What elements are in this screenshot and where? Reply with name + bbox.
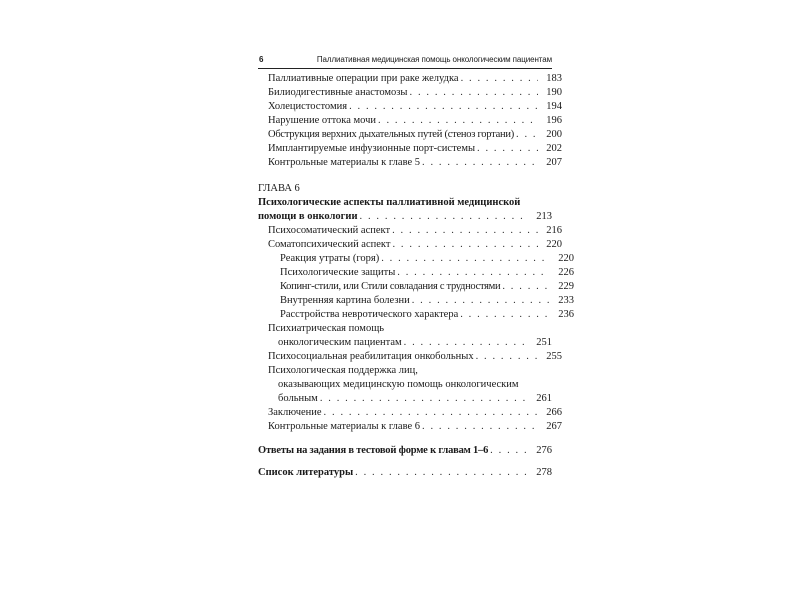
dot-leader — [320, 392, 528, 406]
toc-entry — [258, 420, 562, 434]
dot-leader — [410, 86, 539, 100]
toc-entry-page: 190 — [546, 87, 562, 98]
toc-entry-page: 196 — [546, 115, 562, 126]
toc-entry-label: Имплантируемые инфузионные порт-системы — [268, 143, 476, 154]
dot-leader — [360, 210, 528, 224]
dot-leader — [422, 156, 538, 170]
toc-entry — [258, 156, 562, 170]
toc-entry-label: онкологическим пациентам — [278, 337, 402, 348]
toc-entry — [278, 336, 552, 350]
toc-entry-label: Ответы на задания в тестовой форме к главам 1–6 — [258, 445, 489, 456]
toc-entry-page: 278 — [536, 467, 552, 478]
toc-entry-page: 255 — [546, 351, 562, 362]
toc-entry-label: больным — [278, 393, 318, 404]
toc-entry-page: 220 — [546, 239, 562, 250]
dot-leader — [461, 72, 538, 86]
toc-entry-label: Психиатрическая помощь — [268, 323, 385, 334]
dot-leader — [378, 114, 538, 128]
toc-entry-page: 200 — [546, 129, 562, 140]
toc-entry-page: 236 — [558, 309, 574, 320]
toc-entry-label: Паллиативные операции при раке желудка — [268, 73, 459, 84]
toc-entry-page: 276 — [536, 445, 552, 456]
toc-entry — [258, 406, 562, 420]
toc-entry — [258, 238, 562, 252]
dot-leader — [516, 128, 538, 142]
running-title: Паллиативная медицинская помощь онкологическим пациентам — [316, 55, 552, 64]
toc-entry — [258, 444, 552, 458]
toc-entry-page: 216 — [546, 225, 562, 236]
dot-leader — [476, 350, 538, 364]
toc-entry-page: 233 — [558, 295, 574, 306]
dot-leader — [381, 252, 550, 266]
dot-leader — [392, 238, 538, 252]
dot-leader — [404, 336, 528, 350]
chapter-title-line: Психологические аспекты паллиативной медицинской — [258, 197, 521, 208]
dot-leader — [355, 466, 528, 480]
toc-entry-page: 202 — [546, 143, 562, 154]
toc-entry-label: Внутренняя картина болезни — [280, 295, 410, 306]
toc-entry-label: Психологическая поддержка лиц, — [268, 365, 418, 376]
toc-entry-page: 194 — [546, 101, 562, 112]
toc-entry-page: 226 — [558, 267, 574, 278]
dot-leader — [397, 266, 550, 280]
chapter-title-entry — [258, 210, 552, 224]
dot-leader — [349, 100, 538, 114]
toc-entry-label: Холецистостомия — [268, 101, 348, 112]
toc-entry — [258, 100, 562, 114]
page-number: 6 — [259, 55, 264, 64]
toc-entry — [258, 86, 562, 100]
toc-entry — [258, 128, 562, 142]
toc-entry — [258, 72, 562, 86]
chapter-heading: ГЛАВА 6 — [258, 183, 300, 194]
toc-entry-label: Обструкция верхних дыхательных путей (стеноз гортани) — [268, 129, 515, 140]
toc-entry — [258, 114, 562, 128]
toc-entry-page: 261 — [536, 393, 552, 404]
toc-entry-page: 207 — [546, 157, 562, 168]
dot-leader — [460, 308, 550, 322]
toc-entry-label: Нарушение оттока мочи — [268, 115, 377, 126]
toc-entry-label: Психосоматический аспект — [268, 225, 391, 236]
toc-entry-label: Билиодигестивные анастомозы — [268, 87, 408, 98]
toc-entry — [278, 392, 552, 406]
toc-entry-label: Психологические защиты — [280, 267, 396, 278]
chapter-title-line: помощи в онкологии — [258, 211, 358, 222]
dot-leader — [502, 280, 550, 294]
toc-entry-label: Контрольные материалы к главе 5 — [268, 157, 420, 168]
toc-subentry — [258, 266, 574, 280]
running-header — [258, 54, 552, 69]
toc-entry-page: 266 — [546, 407, 562, 418]
toc-entry-page: 220 — [558, 253, 574, 264]
dot-leader — [422, 420, 538, 434]
dot-leader — [412, 294, 550, 308]
toc-entry-label: Контрольные материалы к главе 6 — [268, 421, 420, 432]
toc-entry-label: Список литературы — [258, 467, 354, 478]
toc-entry — [258, 466, 552, 480]
toc-subentry — [258, 280, 574, 294]
toc-entry-page: 267 — [546, 421, 562, 432]
dot-leader — [324, 406, 538, 420]
dot-leader — [392, 224, 538, 238]
toc-entry — [258, 350, 562, 364]
toc-entry-label: Копинг-стили, или Стили совладания с трудностями — [280, 281, 501, 292]
toc-subentry — [258, 294, 574, 308]
toc-entry-label: оказывающих медицинскую помощь онкологическим — [278, 379, 519, 390]
toc-entry — [258, 142, 562, 156]
toc-entry-label: Соматопсихический аспект — [268, 239, 391, 250]
toc-subentry — [258, 308, 574, 322]
toc-entry-label: Расстройства невротического характера — [280, 309, 459, 320]
toc-entry-page: 251 — [536, 337, 552, 348]
dot-leader — [477, 142, 538, 156]
toc-entry-label: Реакция утраты (горя) — [280, 253, 380, 264]
toc-subentry — [258, 252, 574, 266]
toc-entry-page: 213 — [536, 211, 552, 222]
dot-leader — [490, 444, 528, 458]
toc-entry-label: Заключение — [268, 407, 322, 418]
toc-entry-page: 183 — [546, 73, 562, 84]
toc-entry-label: Психосоциальная реабилитация онкобольных — [268, 351, 474, 362]
toc-entry-page: 229 — [558, 281, 574, 292]
toc-entry — [258, 224, 562, 238]
